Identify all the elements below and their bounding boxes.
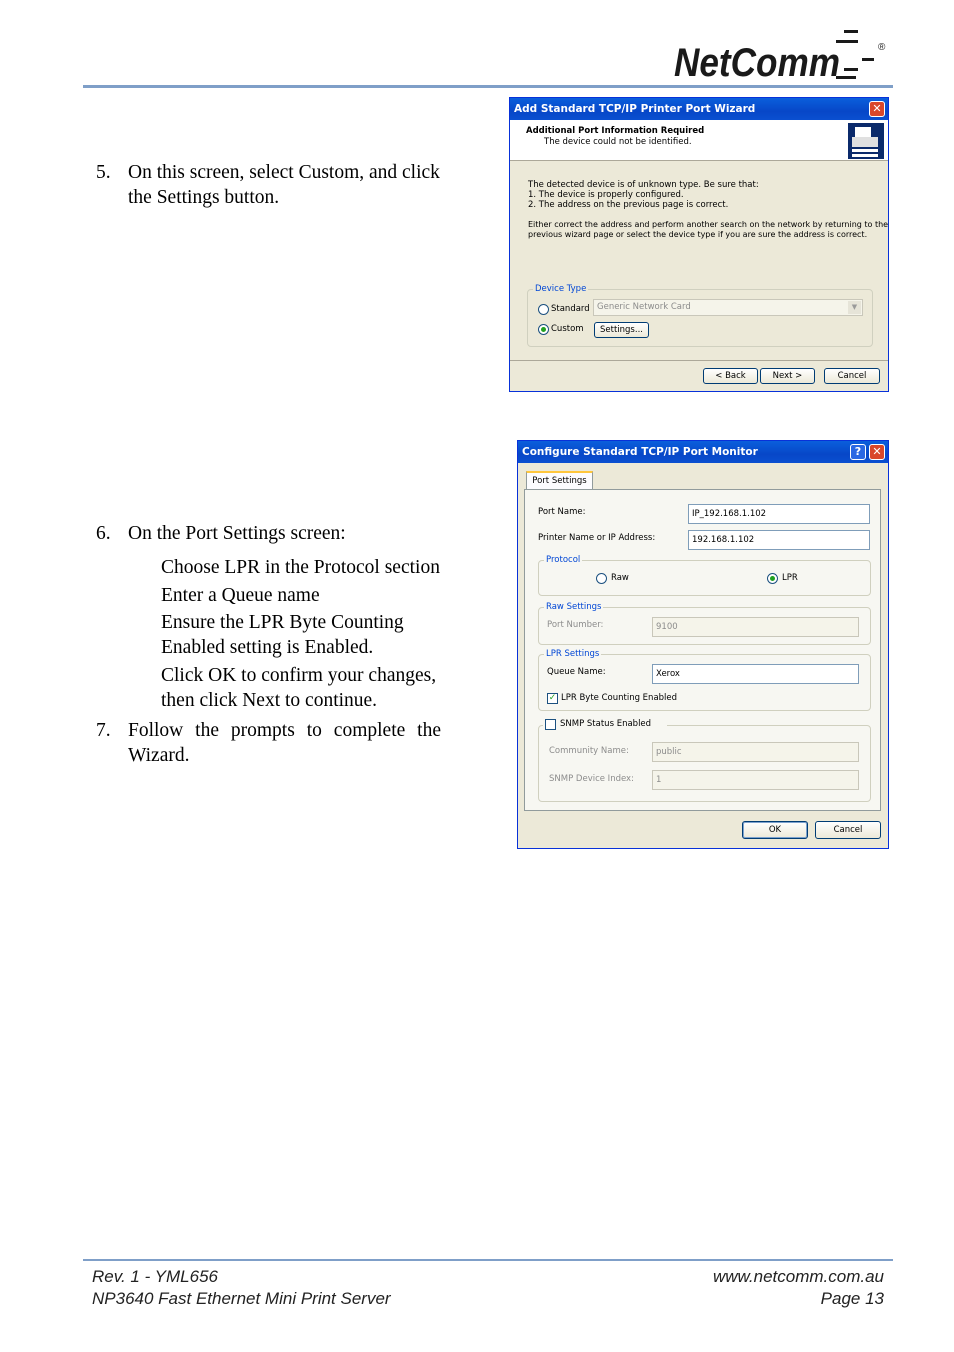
help-icon[interactable]: ? (850, 444, 866, 460)
raw-settings-label: Raw Settings (546, 602, 602, 612)
community-label: Community Name: (549, 746, 629, 756)
protocol-label: Protocol (546, 555, 581, 565)
printer-icon (847, 122, 885, 160)
info-line-3: 2. The address on the previous page is correct. (528, 200, 729, 210)
port-settings-panel (524, 489, 881, 811)
logo-text: NetComm (674, 41, 840, 84)
snmp-index-label: SNMP Device Index: (549, 774, 634, 784)
footer-rev: Rev. 1 - YML656 (92, 1267, 218, 1286)
custom-radio[interactable] (538, 324, 549, 335)
wizard-title-bar (510, 98, 888, 120)
info-line-5: previous wizard page or select the device type if you are sure the address is correct. (528, 230, 868, 239)
port-number-label: Port Number: (547, 620, 604, 630)
step-6-item-2: Enter a Queue name (161, 585, 320, 606)
info-line-1: The detected device is of unknown type. Be sure that: (528, 180, 759, 190)
device-type-label: Device Type (535, 284, 587, 294)
step-text: Follow the prompts to complete the Wizard. (128, 720, 441, 766)
wizard-divider (510, 360, 888, 361)
standard-label: Standard (551, 304, 590, 314)
protocol-group (538, 555, 871, 596)
port-name-input[interactable]: IP_192.168.1.102 (688, 504, 870, 524)
step-5 (96, 160, 466, 210)
step-text: On the Port Settings screen: (128, 523, 346, 544)
step-6-item-1: Choose LPR in the Protocol section (161, 557, 440, 578)
cancel-button[interactable]: Cancel (824, 368, 880, 384)
snmp-label: SNMP Status Enabled (560, 719, 652, 729)
raw-radio[interactable] (596, 573, 607, 584)
snmp-legend (543, 719, 667, 731)
step-number: 6. (96, 523, 111, 544)
netcomm-logo (672, 28, 894, 84)
registered-mark: ® (878, 42, 886, 53)
port-monitor-title-bar (518, 441, 888, 463)
step-number: 5. (96, 162, 111, 183)
add-port-wizard-dialog (509, 97, 889, 392)
standard-radio[interactable] (538, 304, 549, 315)
snmp-group (538, 719, 871, 802)
queue-name-input[interactable]: Xerox (652, 664, 859, 684)
device-type-value: Generic Network Card (597, 302, 691, 312)
community-input: public (652, 742, 859, 762)
step-text: On this screen, select Custom, and click the Settings button. (128, 162, 440, 208)
snmp-index-input: 1 (652, 770, 859, 790)
settings-button[interactable]: Settings... (594, 322, 649, 338)
chevron-down-icon: ▼ (848, 301, 861, 314)
footer-product: NP3640 Fast Ethernet Mini Print Server (92, 1289, 391, 1308)
wizard-subheading: The device could not be identified. (544, 137, 692, 147)
device-type-select (593, 299, 863, 316)
step-6 (96, 521, 466, 546)
step-6-item-4: Click OK to confirm your changes, then click Next to continue. (161, 665, 437, 711)
port-name-label: Port Name: (538, 507, 586, 517)
wizard-title: Add Standard TCP/IP Printer Port Wizard (514, 103, 756, 115)
port-monitor-dialog (517, 440, 889, 849)
step-number: 7. (96, 720, 111, 741)
step-6-item-3: Ensure the LPR Byte Counting Enabled setting is Enabled. (161, 612, 404, 658)
next-button[interactable]: Next > (760, 368, 815, 384)
lpr-settings-group (538, 649, 871, 711)
wizard-heading: Additional Port Information Required (526, 126, 705, 136)
raw-settings-group (538, 602, 871, 645)
lpr-radio[interactable] (767, 573, 778, 584)
device-type-group (527, 284, 873, 347)
back-button[interactable]: < Back (703, 368, 758, 384)
info-line-4: Either correct the address and perform another search on the network by returning to the (528, 220, 889, 229)
printer-address-label: Printer Name or IP Address: (538, 533, 656, 543)
footer-rule (83, 1259, 893, 1261)
byte-counting-label: LPR Byte Counting Enabled (561, 693, 678, 703)
footer-url[interactable]: www.netcomm.com.au (713, 1267, 884, 1286)
lpr-label: LPR (782, 573, 798, 583)
info-line-2: 1. The device is properly configured. (528, 190, 684, 200)
tab-port-settings[interactable]: Port Settings (526, 471, 593, 490)
port-monitor-title: Configure Standard TCP/IP Port Monitor (522, 446, 758, 458)
wizard-header-panel (510, 120, 888, 161)
raw-label: Raw (611, 573, 629, 583)
byte-counting-checkbox[interactable]: ✓ (548, 693, 557, 703)
lpr-settings-label: LPR Settings (546, 649, 600, 659)
ok-button[interactable]: OK (742, 821, 808, 839)
custom-label: Custom (551, 324, 584, 334)
port-number-input: 9100 (652, 617, 859, 637)
close-icon[interactable]: ✕ (869, 444, 885, 460)
header-rule (83, 85, 893, 88)
step-7 (96, 718, 441, 768)
cancel-button[interactable]: Cancel (815, 821, 881, 839)
queue-name-label: Queue Name: (547, 667, 606, 677)
footer-page: Page 13 (820, 1289, 884, 1308)
printer-address-input[interactable]: 192.168.1.102 (688, 530, 870, 550)
snmp-checkbox[interactable] (545, 719, 556, 730)
close-icon[interactable]: ✕ (869, 101, 885, 117)
